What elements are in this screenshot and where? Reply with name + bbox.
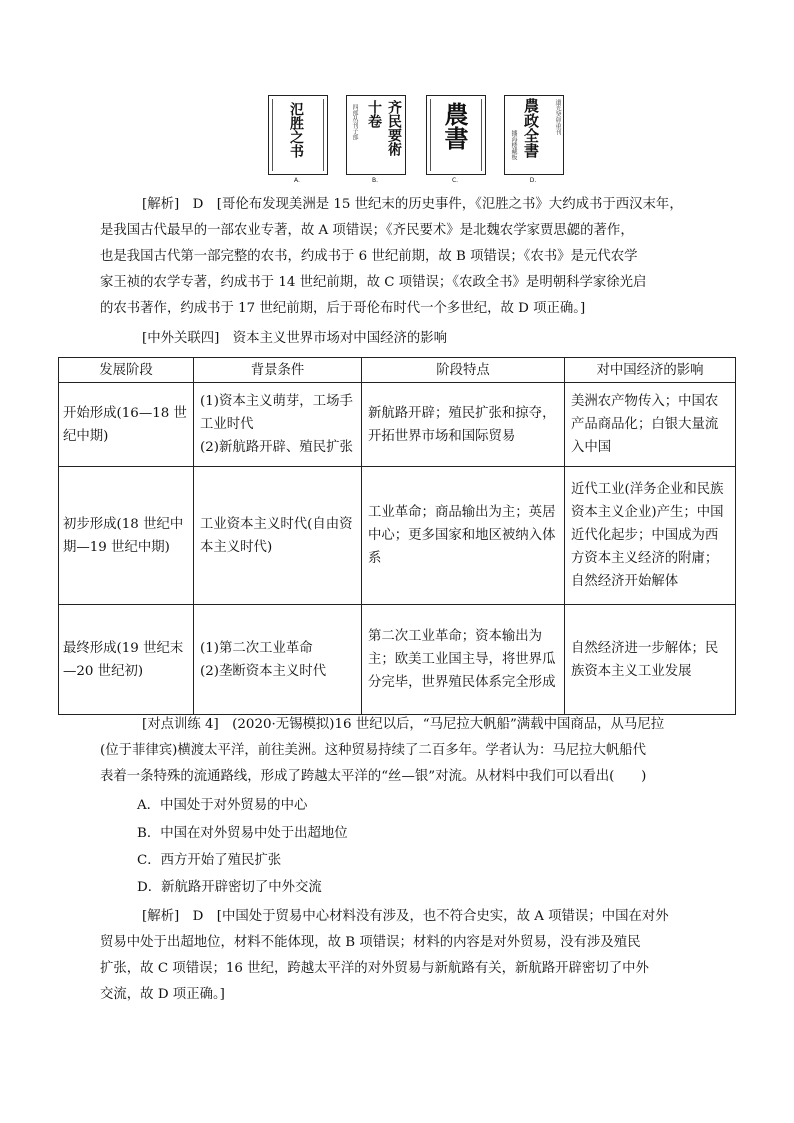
table-cell: 新航路开辟；殖民扩张和掠夺，开拓世界市场和国际贸易 bbox=[362, 383, 565, 467]
analysis-label: [解析] bbox=[142, 909, 180, 924]
analysis-line: D [哥伦布发现美洲是 15 世纪末的历史事件，《氾胜之书》大约成书于西汉末年， bbox=[192, 197, 683, 212]
comparison-table bbox=[58, 357, 736, 715]
analysis-line: 扩张，故 C 项错误；16 世纪，跨越太平洋的对外贸易与新航路有关，新航路开辟密切了中外 bbox=[100, 961, 649, 976]
analysis-paragraph-1 bbox=[100, 192, 720, 322]
book-cover-b bbox=[346, 95, 406, 175]
book-cover-c bbox=[426, 95, 486, 175]
table-cell: 开始形成(16—18 世纪中期) bbox=[59, 383, 194, 467]
book-cover-d bbox=[504, 95, 564, 175]
table-cell bbox=[194, 383, 362, 467]
table-header-row bbox=[59, 358, 736, 383]
book-small-text: 四部丛刊子部 bbox=[351, 104, 358, 140]
table-cell: 工业革命；商品输出为主；英居中心；更多国家和地区被纳入体系 bbox=[362, 467, 565, 605]
book-caption: D. bbox=[529, 177, 537, 184]
book-small-text: 播海楼藏板 bbox=[510, 130, 517, 160]
analysis-line: 家王祯的农学专著，约成书于 14 世纪前期，故 C 项错误；《农政全书》是明朝科学家徐光启 bbox=[100, 275, 647, 290]
analysis-line: 也是我国古代第一部完整的农书，约成书于 6 世纪前期，故 B 项错误；《农书》是元代农学 bbox=[100, 249, 638, 264]
option-a: A．中国处于对外贸易的中心 bbox=[137, 798, 308, 813]
book-small-text: 道光癸卯重刊 bbox=[554, 99, 561, 135]
column-header: 对中国经济的影响 bbox=[565, 358, 736, 383]
table-cell: 工业资本主义时代(自由资本主义时代) bbox=[194, 467, 362, 605]
table-row bbox=[59, 383, 736, 467]
table-row bbox=[59, 605, 736, 715]
table-row bbox=[59, 467, 736, 605]
column-header: 背景条件 bbox=[194, 358, 362, 383]
analysis-line: 是我国古代最早的一部农业专著，故 A 项错误；《齐民要术》是北魏农学家贾思勰的著作， bbox=[100, 223, 634, 238]
section-heading bbox=[100, 326, 762, 352]
analysis-label: [解析] bbox=[142, 197, 180, 212]
table-cell bbox=[194, 605, 362, 715]
book-caption: B. bbox=[371, 177, 379, 184]
table-cell-line: (2)新航路开辟、殖民扩张 bbox=[200, 440, 353, 455]
table-cell-line: (1)第二次工业革命 bbox=[200, 640, 313, 656]
exercise-line: [对点训练 4] (2020·无锡模拟)16 世纪以后，“马尼拉大帆船”满载中国商品，从马尼拉 bbox=[142, 717, 665, 732]
option-c: C．西方开始了殖民扩张 bbox=[137, 853, 282, 868]
table-cell: 最终形成(19 世纪末—20 世纪初) bbox=[59, 605, 194, 715]
book-caption: A. bbox=[294, 177, 300, 184]
table-cell: 第二次工业革命；资本输出为主；欧美工业国主导，将世界瓜分完毕，世界殖民体系完全形成 bbox=[362, 605, 565, 715]
exercise-line: 表着一条特殊的流通路线，形成了跨越太平洋的“丝—银”对流。从材料中我们可以看出( ) bbox=[100, 769, 647, 784]
column-header: 阶段特点 bbox=[362, 358, 565, 383]
table-cell: 初步形成(18 世纪中期—19 世纪中期) bbox=[59, 467, 194, 605]
analysis-line: 交流，故 D 项正确。] bbox=[100, 987, 225, 1002]
analysis-line: D [中国处于贸易中心材料没有涉及，也不符合史实，故 A 项错误；中国在对外 bbox=[192, 909, 669, 924]
option-d: D．新航路开辟密切了中外交流 bbox=[137, 880, 322, 895]
analysis-paragraph-2 bbox=[100, 904, 720, 1008]
book-title: 氾胜之书 bbox=[288, 102, 304, 158]
table-cell: 美洲农产物传入；中国农产品商品化；白银大量流入中国 bbox=[565, 383, 736, 467]
column-header: 发展阶段 bbox=[59, 358, 194, 383]
analysis-line: 贸易中处于出超地位，材料不能体现，故 B 项错误；材料的内容是对外贸易，没有涉及殖民 bbox=[100, 935, 641, 950]
book-caption: C. bbox=[451, 177, 459, 184]
exercise-stem bbox=[100, 712, 720, 790]
option-b: B．中国在对外贸易中处于出超地位 bbox=[137, 826, 348, 841]
book-cover-a bbox=[268, 95, 328, 175]
exercise-line: (位于菲律宾)横渡太平洋，前往美洲。这种贸易持续了二百多年。学者认为：马尼拉大帆船代 bbox=[100, 743, 647, 758]
table-cell: 自然经济进一步解体；民族资本主义工业发展 bbox=[565, 605, 736, 715]
table-cell-line: (1)资本主义萌芽，工场手工业时代 bbox=[200, 394, 353, 432]
book-title: 十卷 bbox=[366, 100, 382, 128]
analysis-line: 的农书著作，约成书于 17 世纪前期，后于哥伦布时代一个多世纪，故 D 项正确。] bbox=[100, 301, 586, 316]
book-cover-figure bbox=[268, 95, 568, 187]
book-title: 齐民要術 bbox=[386, 100, 402, 156]
section-title: 资本主义世界市场对中国经济的影响 bbox=[232, 331, 448, 346]
table-cell: 近代工业(洋务企业和民族资本主义企业)产生；中国近代化起步；中国成为西方资本主义经济的附庸；自然经济开始解体 bbox=[565, 467, 736, 605]
section-label: [中外关联四] bbox=[142, 331, 220, 346]
book-title: 農政全書 bbox=[522, 98, 540, 158]
table-cell-line: (2)垄断资本主义时代 bbox=[200, 663, 327, 679]
book-title: 農書 bbox=[440, 102, 469, 150]
